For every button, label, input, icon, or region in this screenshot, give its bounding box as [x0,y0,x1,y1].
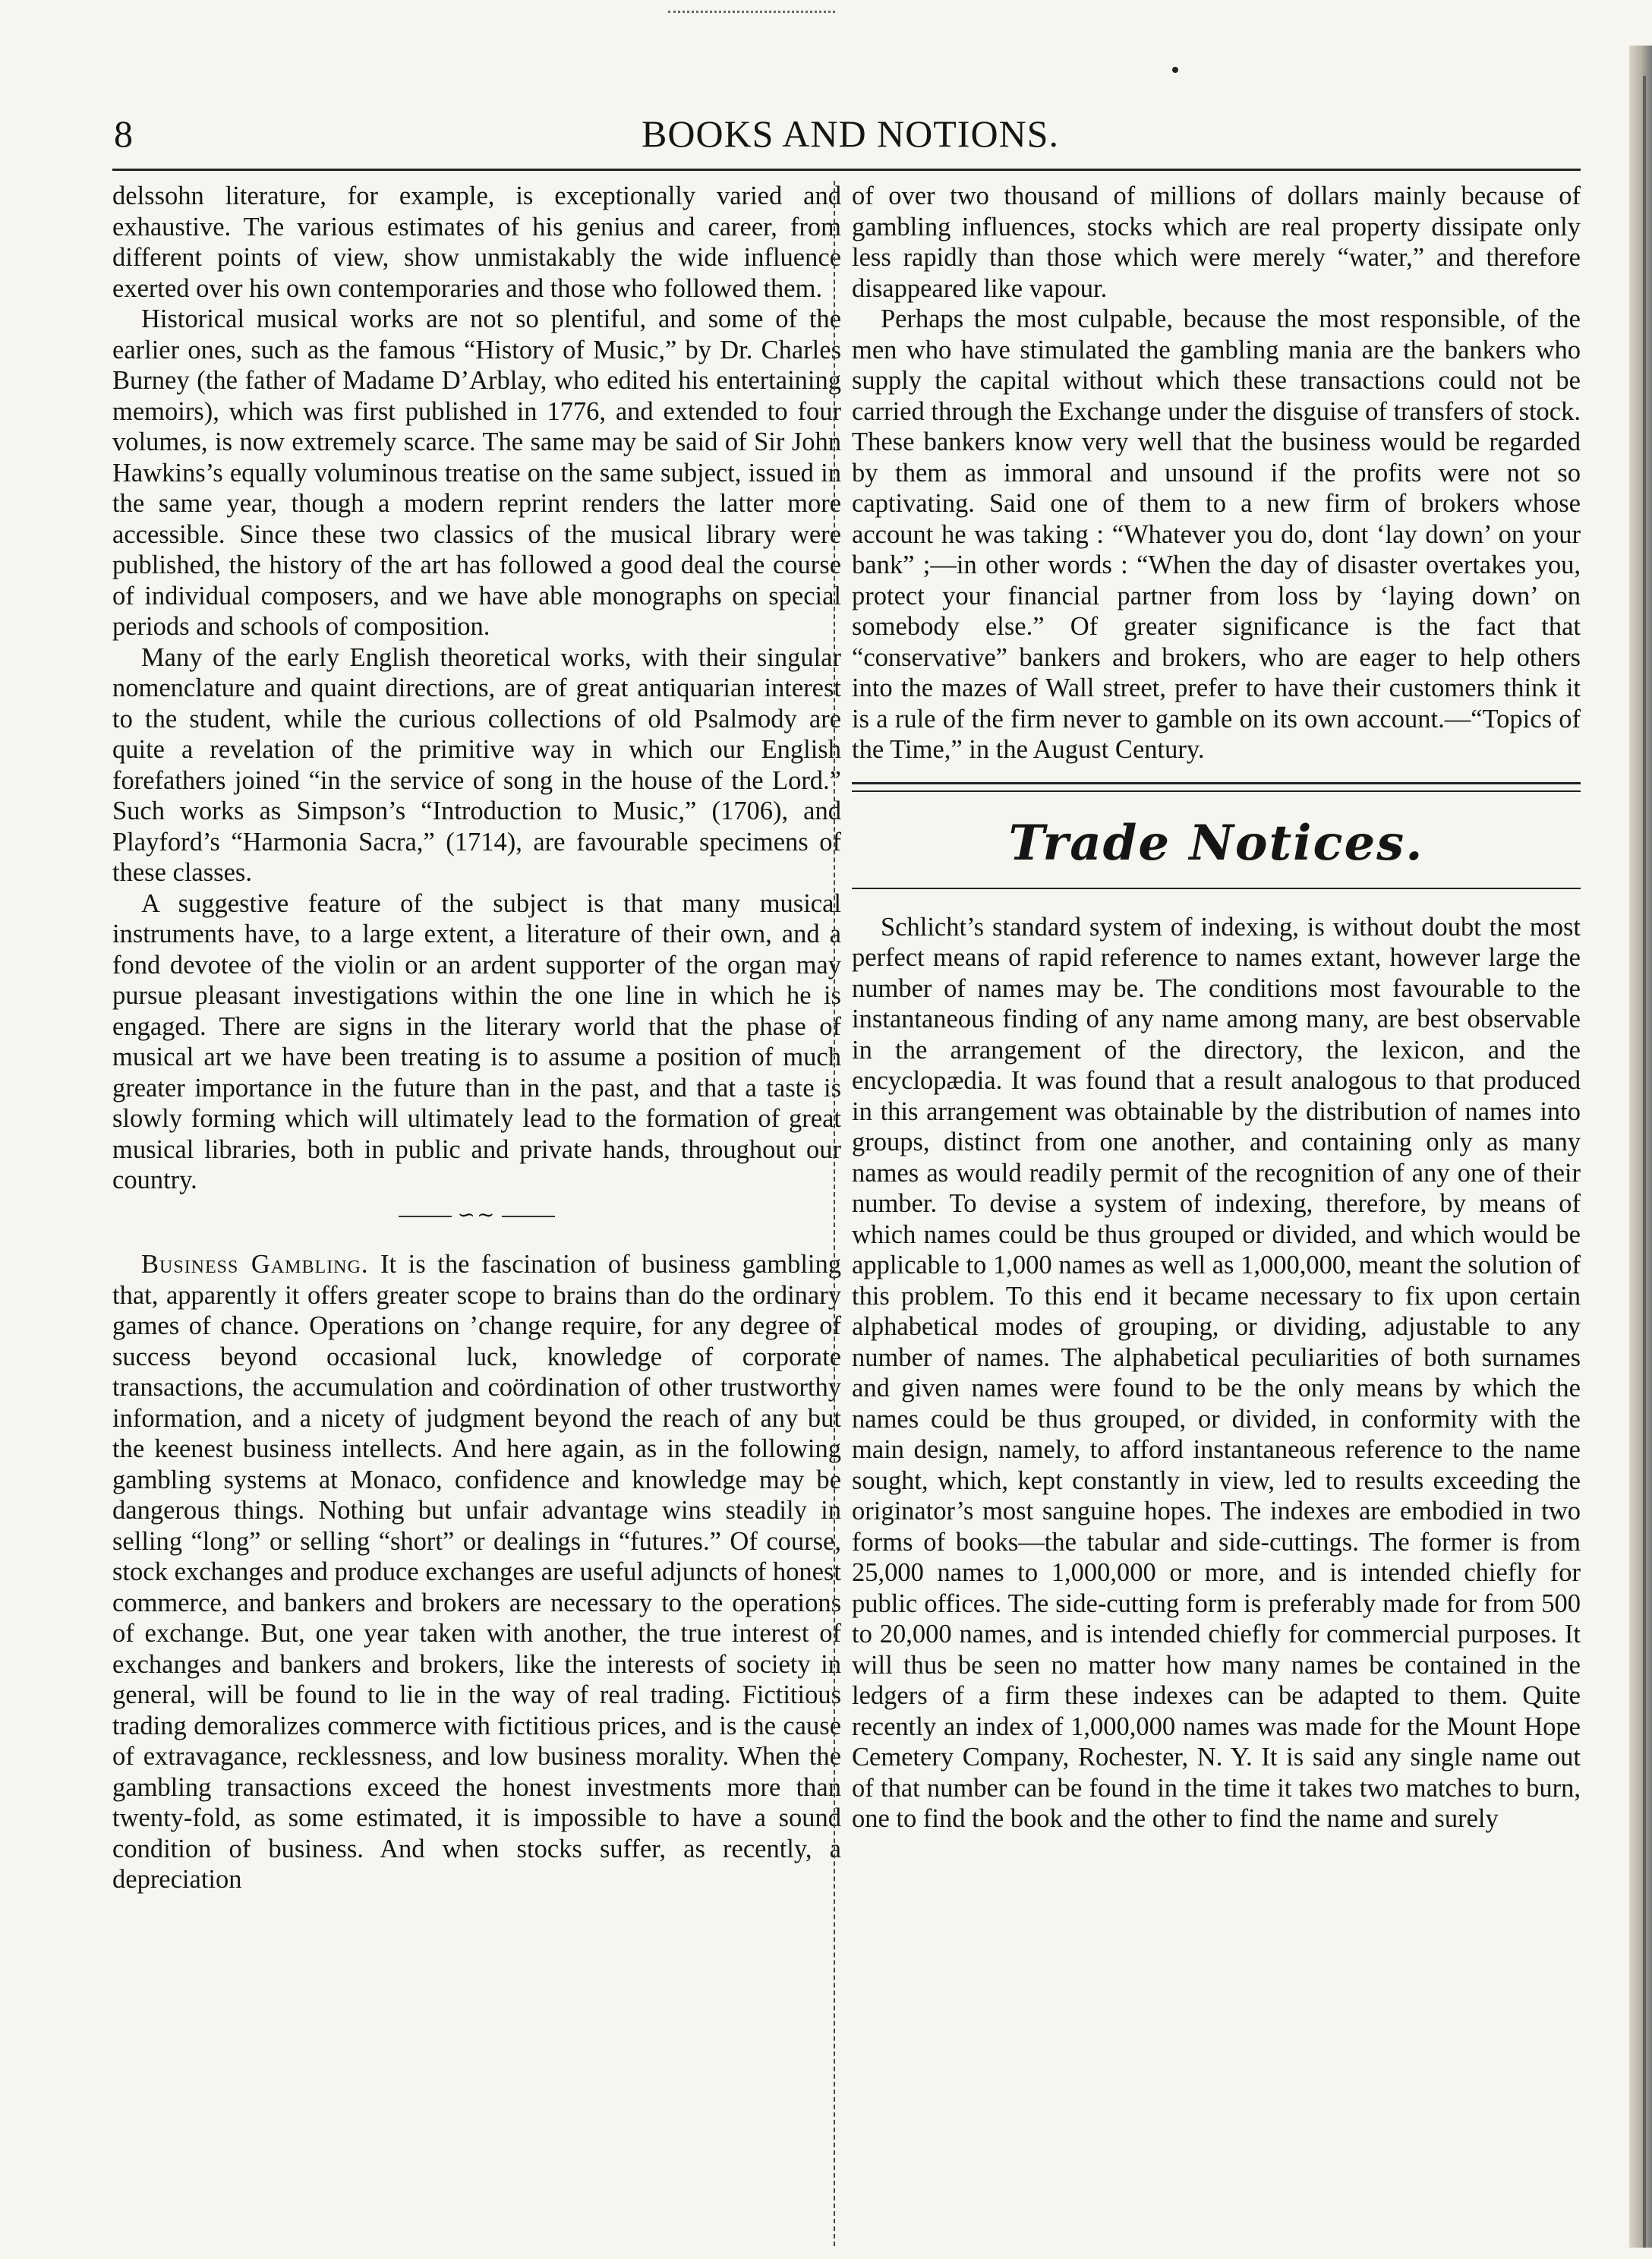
paragraph-business-gambling [112,1249,841,1895]
header-rule [112,169,1581,171]
section-ornament [112,1200,841,1232]
page-number: 8 [114,112,133,155]
business-gambling-heading: Business Gambling. [141,1250,369,1279]
ink-dot [1172,67,1178,73]
section-rule [852,888,1581,889]
trade-notices-heading: Trade Notices. [1008,814,1424,872]
paragraph-historical-works: Historical musical works are not so plentiful, and some of the earlier ones, such as the famous “History of Music,” by Dr. Charles Burney (the father of Madame D’Arblay, who edited his entertaining memoirs), which was first published in 1776, and extended to four volumes, is now extremely scarce. The same may be said of Sir John Hawkins’s equally voluminous treatise on the same subject, issued in the same year, though a modern reprint renders the latter more accessible. Since these two classics of the musical library were published, the history of the art has followed a good deal the course of individual composers, and we have able monographs on special periods and schools of composition. [112,304,841,641]
double-rule [852,782,1581,792]
left-column [112,181,841,1895]
ornament-glyph: ∽∼ [457,1203,497,1227]
top-scan-mark [668,11,835,13]
paragraph-schlicht-indexing: Schlicht’s standard system of indexing, is without doubt the most perfect means of rapid reference to names extant, however large the number of names may be. The conditions most favourable to the instantaneous finding of any name among many, are best observable in the arrangement of the directory, the lexicon, and the encyclopædia. It was found that a result analogous to that produced in this arrangement was obtainable by the distribution of names into groups, distinct from one another, and containing only as many names as would readily permit of the recognition of any one of their number. To devise a system of indexing, therefore, by means of which names could be thus grouped or divided, and which would be applicable to 1,000 names as well as 1,000,000, meant the solution of this problem. To this end it became necessary to fix upon certain alphabetical modes of grouping, or dividing, adjustable to any number of names. The alphabetical peculiarities of both surnames and given names were found to be the only means by which the names could be thus grouped, or divided, in conformity with the main design, namely, to afford instantaneous reference to the name sought, which, kept constantly in view, led to results exceeding the originator’s most sanguine hopes. The indexes are embodied in two forms of books—the tabular and side-cuttings. The former is from 25,000 names to 1,000,000 or more, and is intended chiefly for public offices. The side-cutting form is preferably made for from 500 to 20,000 names, and is intended chiefly for commercial purposes. It will thus be seen no matter how many names be contained in the ledgers of a firm these indexes can be adapted to them. Quite recently an index of 1,000,000 names was made for the Mount Hope Cemetery Company, Rochester, N. Y. It is said any single name out of that number can be found in the time it takes two matches to burn, one to find the book and the other to find the name and surely [852,912,1581,1833]
binding-edge-line [1643,76,1646,2248]
business-gambling-text: It is the fascination of business gambling that, apparently it offers greater scope to brains than do the ordinary games of chance. Operations on ’change require, for any degree of success beyond occasional luck, knowledge of corporate transactions, the accumulation and coördination of other trustworthy information, and a nicety of judgment beyond the reach of any but the keenest business intellects. And here again, as in the following gambling systems at Monaco, confidence and knowledge may be dangerous things. Nothing but unfair advantage wins steadily in selling “long” or selling “short” or dealings in “futures.” Of course, stock exchanges and produce exchanges are useful adjuncts of honest commerce, and bankers and brokers are necessary to the operations of exchange. But, one year taken with another, the true interest of exchanges and bankers and brokers, like the interests of society in general, will be found to lie in the way of real trading. Fictitious trading demoralizes commerce with fictitious prices, and is the cause of extravagance, recklessness, and low business morality. When the gambling transactions exceed the honest investments more than twenty-fold, as some estimated, it is impossible to have a sound condition of business. And when stocks suffer, as recently, a depreciation [112,1250,841,1894]
paragraph-english-theoretical: Many of the early English theoretical works, with their singular nomenclature and quaint directions, are of great antiquarian interest to the student, while the curious collections of old Psalmody are quite a revelation of the primitive way in which our English forefathers joined “in the service of song in the house of the Lord.” Such works as Simpson’s “Introduction to Music,” (1706), and Playford’s “Harmonia Sacra,” (1714), are favourable specimens of these classes. [112,642,841,887]
right-column [852,181,1581,1835]
paragraph-musical-instruments: A suggestive feature of the subject is that many musical instruments have, to a large extent, a literature of their own, and a fond devotee of the violin or an ardent supporter of the organ may pursue pleasant investigations within the one line in which he is engaged. There are signs in the literary world that the phase of musical art we have been treating is to assume a position of much greater importance in the future than in the past, and that a taste is slowly forming which will ultimately lead to the formation of great musical libraries, both in public and private hands, throughout our country. [112,888,841,1194]
paragraph-bankers-culpable: Perhaps the most culpable, because the most responsible, of the men who have stimulated the gambling mania are the bankers who supply the capital without which these transactions could not be carried through the Exchange under the disguise of transfers of stock. These bankers know very well that the business would be regarded by them as immoral and unsound if the profits were not so captivating. Said one of them to a new firm of brokers whose account he was taking : “Whatever you do, dont ‘lay down’ on your bank” ;—in other words : “When the day of disaster overtakes you, protect your financial partner from loss by ‘laying down’ on somebody else.” Of greater significance is the fact that “conservative” bankers and brokers, who are eager to help others into the mazes of Wall street, prefer to have their customers think it is a rule of the firm never to gamble on its own account.—“Topics of the Time,” in the August Century. [852,304,1581,764]
column-divider [834,181,835,2246]
paragraph-depreciation-continued: of over two thousand of millions of dollars mainly because of gambling influences, stocks which are real property dissipate only less rapidly than those which were merely “water,” and therefore disappeared like vapour. [852,181,1581,303]
running-head: BOOKS AND NOTIONS. [642,112,1059,155]
page-header [114,106,1587,161]
binding-edge [1629,46,1652,2248]
paragraph-mendelssohn: delssohn literature, for example, is exceptionally varied and exhaustive. The various estimates of his genius and career, from different points of view, show unmistakably the wide influence exerted over his own contemporaries and those who followed them. [112,181,841,303]
